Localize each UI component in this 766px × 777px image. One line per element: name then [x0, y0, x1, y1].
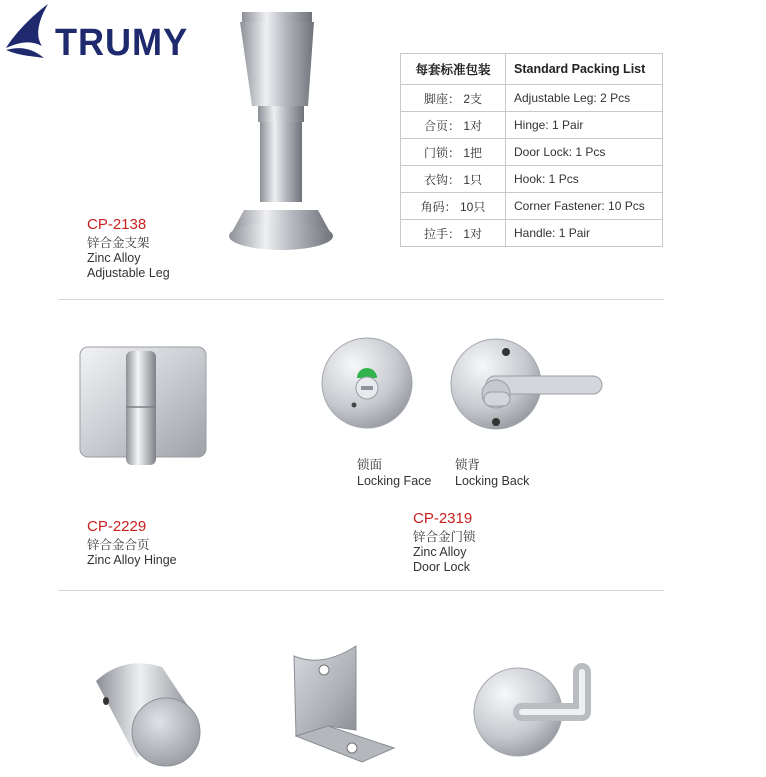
brand-logo: [0, 0, 215, 70]
adjustable-leg-image: [222, 10, 340, 255]
packing-item-cn: 门锁： 1把: [401, 139, 506, 166]
locking-back-label-cn: 锁背: [455, 458, 481, 472]
hinge-image: [78, 343, 208, 468]
table-row: [401, 220, 663, 247]
product-desc-lock-1: Zinc Alloy: [413, 545, 467, 559]
product-name-cn-lock: 锌合金门锁: [413, 530, 476, 544]
product-code-leg: CP-2138: [87, 216, 147, 233]
packing-item-cn: 脚座： 2支: [401, 85, 506, 112]
section-divider: [58, 299, 664, 300]
product-desc-hinge: Zinc Alloy Hinge: [87, 553, 177, 567]
section-divider: [58, 590, 664, 591]
hook-image: [470, 628, 605, 763]
table-row: [401, 85, 663, 112]
product-desc-leg-2: Adjustable Leg: [87, 266, 170, 280]
packing-list-table: [400, 53, 663, 247]
packing-item-en: Handle: 1 Pair: [506, 220, 663, 247]
table-row: [401, 112, 663, 139]
packing-item-en: Hinge: 1 Pair: [506, 112, 663, 139]
packing-item-cn: 衣钩： 1只: [401, 166, 506, 193]
packing-item-en: Door Lock: 1 Pcs: [506, 139, 663, 166]
locking-face-label-cn: 锁面: [357, 458, 383, 472]
table-row: [401, 166, 663, 193]
locking-face-image: [320, 336, 415, 431]
packing-item-en: Adjustable Leg: 2 Pcs: [506, 85, 663, 112]
product-desc-leg-1: Zinc Alloy: [87, 251, 141, 265]
product-name-cn-leg: 锌合金支架: [87, 236, 150, 250]
locking-back-label-en: Locking Back: [455, 474, 530, 488]
locking-face-label-en: Locking Face: [357, 474, 432, 488]
packing-list-header-cn: 每套标准包装: [401, 54, 506, 85]
packing-item-en: Corner Fastener: 10 Pcs: [506, 193, 663, 220]
product-name-cn-hinge: 锌合金合页: [87, 538, 150, 552]
packing-item-cn: 合页： 1对: [401, 112, 506, 139]
packing-item-en: Hook: 1 Pcs: [506, 166, 663, 193]
product-code-lock: CP-2319: [413, 510, 473, 527]
packing-list-header-en: Standard Packing List: [506, 54, 663, 85]
table-row: [401, 193, 663, 220]
packing-item-cn: 角码： 10只: [401, 193, 506, 220]
product-code-hinge: CP-2229: [87, 518, 147, 535]
handle-image: [84, 645, 209, 770]
locking-back-image: [448, 336, 608, 436]
packing-list-header: [401, 54, 663, 85]
table-row: [401, 139, 663, 166]
packing-item-cn: 拉手： 1对: [401, 220, 506, 247]
product-desc-lock-2: Door Lock: [413, 560, 470, 574]
brand-name: TRUMY: [55, 22, 189, 64]
brand-bird-icon: [2, 2, 54, 68]
corner-fastener-image: [286, 640, 398, 770]
